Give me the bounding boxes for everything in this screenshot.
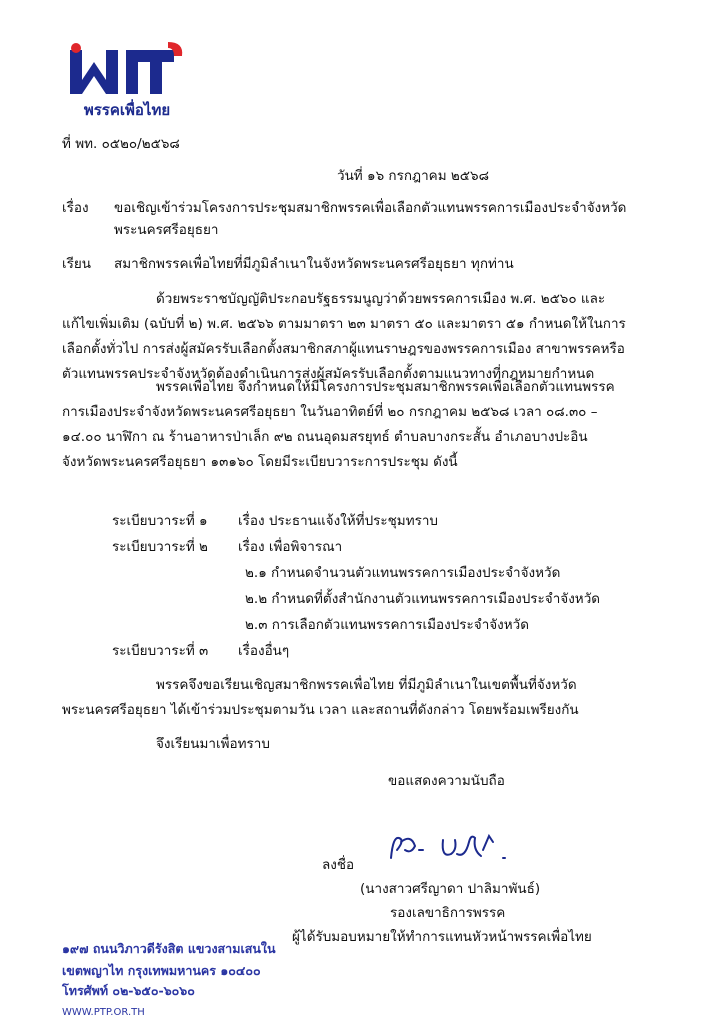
body-paragraph-2 bbox=[62, 375, 615, 475]
signer-authority: ผู้ได้รับมอบหมายให้ทำการแทนหัวหน้าพรรคเพื่อไทย bbox=[292, 929, 592, 945]
agenda-1-text: เรื่อง ประธานแจ้งให้ที่ประชุมทราบ bbox=[238, 513, 439, 529]
document-number: ที่ พท. ๐๕๒๐/๒๕๖๘ bbox=[62, 136, 180, 152]
paragraph-line: แก้ไขเพิ่มเติม (ฉบับที่ ๒) พ.ศ. ๒๕๖๖ ตามมาตรา ๒๓ มาตรา ๕๐ และมาตรา ๕๑ กำหนดให้ในการ bbox=[62, 316, 626, 332]
footer-phone: โทรศัพท์ ๐๒-๖๕๐-๖๐๖๐ bbox=[62, 983, 195, 998]
paragraph-line: พรรคเพื่อไทย จึงกำหนดให้มีโครงการประชุมสมาชิกพรรคเพื่อเลือกตัวแทนพรรค bbox=[156, 379, 615, 395]
recipient-text: สมาชิกพรรคเพื่อไทยที่มีภูมิลำเนาในจังหวัดพระนครศรีอยุธยา ทุกท่าน bbox=[114, 256, 514, 272]
party-logo bbox=[62, 40, 192, 120]
footer-address-line-2: เขตพญาไท กรุงเทพมหานคร ๑๐๔๐๐ bbox=[62, 963, 261, 978]
subject-line-1: ขอเชิญเข้าร่วมโครงการประชุมสมาชิกพรรคเพื่อเลือกตัวแทนพรรคการเมืองประจำจังหวัด bbox=[114, 200, 627, 216]
paragraph-line: เลือกตั้งทั่วไป การส่งผู้สมัครรับเลือกตั้งสมาชิกสภาผู้แทนราษฎรของพรรคการเมือง สาขาพรรคหรือ bbox=[62, 341, 625, 357]
footer-address-line-1: ๑๙๗ ถนนวิภาวดีรังสิต แขวงสามเสนใน bbox=[62, 941, 276, 956]
agenda-1-label: ระเบียบวาระที่ ๑ bbox=[112, 513, 208, 529]
paragraph-line: ด้วยพระราชบัญญัติประกอบรัฐธรรมนูญว่าด้วยพรรคการเมือง พ.ศ. ๒๕๖๐ และ bbox=[156, 291, 606, 307]
recipient-label: เรียน bbox=[62, 256, 92, 272]
agenda-3-text: เรื่องอื่นๆ bbox=[238, 643, 290, 659]
closing-request: จึงเรียนมาเพื่อทราบ bbox=[156, 736, 270, 752]
paragraph-line: จังหวัดพระนครศรีอยุธยา ๑๓๑๖๐ โดยมีระเบียบวาระการประชุม ดังนี้ bbox=[62, 454, 458, 470]
paragraph-line: ๑๔.๐๐ นาฬิกา ณ ร้านอาหารป่าเล็ก ๙๒ ถนนอุดมสรยุทธ์ ตำบลบางกระสั้น อำเภอบางปะอิน bbox=[62, 429, 588, 445]
subject-label: เรื่อง bbox=[62, 200, 89, 216]
document-date: วันที่ ๑๖ กรกฎาคม ๒๕๖๘ bbox=[337, 168, 489, 184]
paragraph-line: ตัวแทนพรรคประจำจังหวัดต้องดำเนินการส่งผู้สมัครรับเลือกตั้งตามแนวทางที่กฎหมายกำหนด bbox=[62, 366, 595, 382]
paragraph-line: พรรคจึงขอเรียนเชิญสมาชิกพรรคเพื่อไทย ที่มีภูมิลำเนาในเขตพื้นที่จังหวัด bbox=[156, 677, 577, 693]
footer-website[interactable]: WWW.PTP.OR.TH bbox=[62, 1007, 145, 1018]
agenda-sub-item: ๒.๓ การเลือกตัวแทนพรรคการเมืองประจำจังหวัด bbox=[245, 617, 530, 633]
ptp-logo-mark bbox=[62, 40, 192, 98]
logo-party-name: พรรคเพื่อไทย bbox=[83, 101, 171, 119]
agenda-sub-item: ๒.๑ กำหนดจำนวนตัวแทนพรรคการเมืองประจำจังหวัด bbox=[245, 565, 561, 581]
agenda-sub-item: ๒.๒ กำหนดที่ตั้งสำนักงานตัวแทนพรรคการเมืองประจำจังหวัด bbox=[245, 591, 601, 607]
subject-line-2: พระนครศรีอยุธยา bbox=[114, 222, 219, 238]
paragraph-line: การเมืองประจำจังหวัดพระนครศรีอยุธยา ในวันอาทิตย์ที่ ๒๐ กรกฎาคม ๒๕๖๘ เวลา ๐๘.๓๐ – bbox=[62, 404, 598, 420]
body-paragraph-1 bbox=[62, 287, 626, 387]
paragraph-line: พระนครศรีอยุธยา ได้เข้าร่วมประชุมตามวัน เวลา และสถานที่ดังกล่าว โดยพร้อมเพรียงกัน bbox=[62, 702, 579, 718]
handwritten-signature bbox=[385, 828, 515, 866]
sign-label: ลงชื่อ bbox=[322, 857, 355, 873]
agenda-2-label: ระเบียบวาระที่ ๒ bbox=[112, 539, 208, 555]
regards-text: ขอแสดงความนับถือ bbox=[388, 773, 505, 789]
signer-name: (นางสาวศรีญาดา ปาลิมาพันธ์) bbox=[360, 881, 541, 897]
signer-position: รองเลขาธิการพรรค bbox=[390, 905, 506, 921]
agenda-2-text: เรื่อง เพื่อพิจารณา bbox=[238, 539, 343, 555]
agenda-3-label: ระเบียบวาระที่ ๓ bbox=[112, 643, 209, 659]
body-paragraph-3 bbox=[62, 673, 579, 723]
